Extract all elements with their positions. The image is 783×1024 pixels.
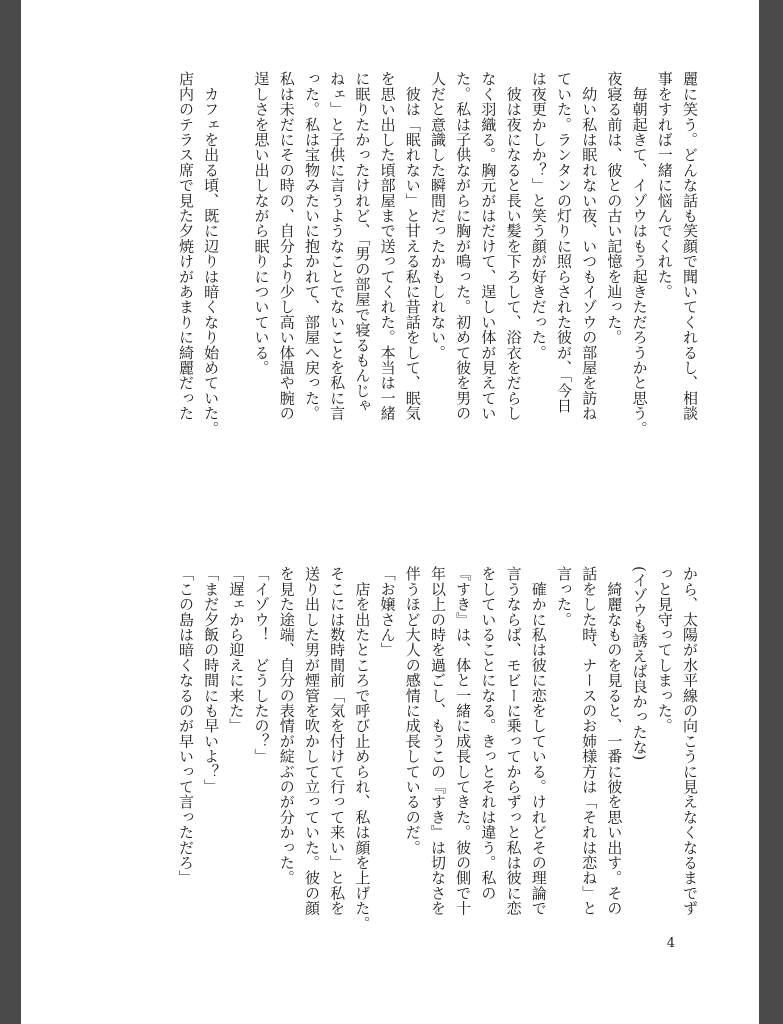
text-line: ていた。ランタンの灯りに照らされた彼が、「今日	[554, 71, 573, 414]
page-number: 4	[666, 936, 675, 951]
text-line: 伴うほど大人の感情に成長しているのだ。	[403, 566, 422, 855]
text-line: 「お嬢さん」	[378, 566, 397, 658]
text-line: そこには数時間前「気を付けて行って来い」と私を	[328, 566, 347, 916]
text-line: 彼は夜になると長い髪を下ろして、浴衣をだらし	[504, 71, 523, 421]
text-line: 逞しさを思い出しながら眠りについている。	[252, 71, 271, 375]
text-line: 「イゾウ！ どうしたの？」	[252, 566, 271, 764]
text-line: 人だと意識した瞬間だったかもしれない。	[428, 71, 447, 360]
text-line: た。私は子供ながらに胸が鳴った。初めて彼を男の	[454, 71, 473, 421]
text-line: に眠りたかったけれど、「男の部屋で寝るもんじゃ	[353, 71, 372, 414]
text-line: 年以上の時を過ごし、もうこの『すき』は切なさを	[428, 566, 447, 916]
text-line: を見た途端、自分の表情が綻ぶのが分かった。	[277, 566, 296, 886]
text-line: 綺麗なものを見ると、一番に彼を思い出す。その	[605, 566, 624, 916]
text-line: 話をした時、ナースのお姉様方は「それは恋ね」と	[580, 566, 599, 916]
text-line: カフェを出る頃、既に辺りは暗くなり始めていた。	[202, 71, 221, 436]
text-line: った。私は宝物みたいに抱かれて、部屋へ戻った。	[302, 71, 321, 421]
text-line: 毎朝起きて、イゾウはもう起きただろうかと思う。	[630, 71, 649, 436]
text-line: から、太陽が水平線の向こうに見えなくなるまでず	[681, 566, 699, 916]
text-line: 「この島は暗くなるのが早いって言っただろ」	[176, 566, 195, 886]
text-line: 言うならば、モビーに乗ってからずっと私は彼に恋	[504, 566, 523, 916]
text-line: ねェ」と子供に言うようなことでないことを私に言	[328, 71, 347, 421]
text-block-bottom	[142, 566, 702, 966]
text-line: をしていることになる。きっとそれは違う。私の	[479, 566, 498, 901]
text-line: なく羽織る。胸元がはだけて、逞しい体が見えてい	[479, 71, 498, 421]
text-block-top	[142, 71, 702, 471]
text-line: を思い出した頃部屋まで送ってくれた。本当は一緒	[378, 71, 397, 421]
text-line: は夜更かしか？」と笑う顔が好きだった。	[529, 71, 548, 360]
document-page	[21, 0, 759, 1024]
text-line: 彼は「眠れない」と甘える私に昔話をして、眠気	[403, 71, 422, 421]
text-line: っと見守ってしまった。	[655, 566, 674, 734]
text-line: 『すき』は、体と一緒に成長してきた。彼の側で十	[454, 566, 473, 916]
text-line: 送り出した男が煙管を吹かして立っていた。彼の顔	[302, 566, 321, 916]
text-line: 店内のテラス席で見た夕焼けがあまりに綺麗だった	[176, 71, 195, 421]
text-line: 言った。	[554, 566, 573, 627]
text-line: 確かに私は彼に恋をしている。けれどその理論で	[529, 566, 548, 916]
text-line: (イゾウも誘えば良かったな)	[630, 566, 649, 761]
text-line: 事をすれば一緒に悩んでくれた。	[655, 71, 674, 299]
text-line: 幼い私は眠れない夜、いつもイゾウの部屋を訪ね	[580, 71, 599, 421]
text-line	[223, 71, 248, 471]
text-line: 「遅ェから迎えに来た」	[227, 566, 246, 734]
text-line: 私は未だにその時の、自分より少し高い体温や腕の	[277, 71, 296, 421]
text-line: 「まだ夕飯の時間にも早いよ？」	[202, 566, 221, 794]
text-line: 店を出たところで呼び止められ、私は顔を上げた。	[353, 566, 372, 931]
text-line: 夜寝る前は、彼との古い記憶を辿った。	[605, 71, 624, 345]
text-line: 麗に笑う。どんな話も笑顔で聞いてくれるし、相談	[681, 71, 699, 421]
